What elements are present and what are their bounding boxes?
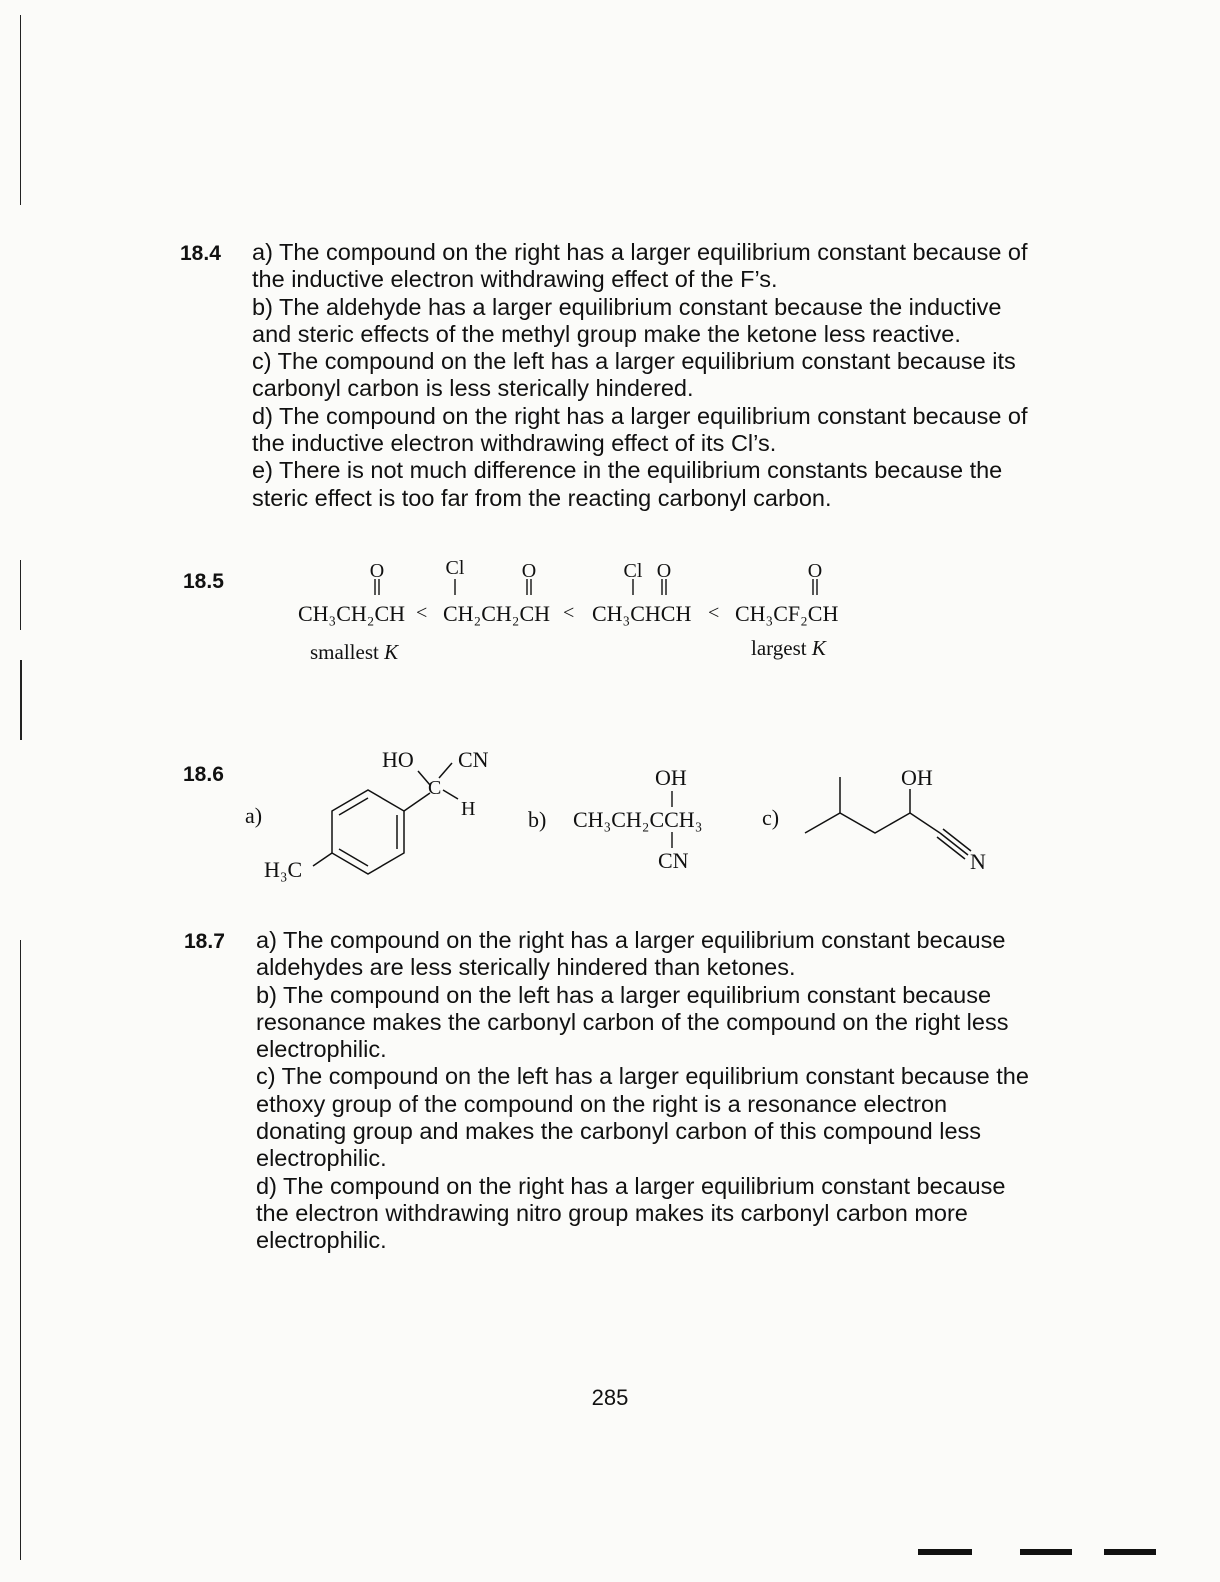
scan-margin-line-bottom: [20, 940, 21, 1560]
compound4-formula: CH₃CF₂CH: [735, 601, 839, 626]
part-b-label: b): [528, 807, 547, 832]
footer-bar-3: [1104, 1549, 1156, 1555]
answer-18-4-c: c) The compound on the left has a larger equilibrium constant because its carbonyl carbon is less sterically hindered.: [252, 348, 1016, 402]
reactivity-order-diagram: [280, 555, 880, 670]
largest-k-label: [751, 636, 827, 660]
answer-18-4-d: d) The compound on the right has a larger equilibrium constant because of the inductive electron withdrawing effect of its Cl’s.: [252, 402, 1028, 457]
answers-18-4: [252, 239, 1042, 512]
problem-number-18-6: 18.6: [183, 763, 224, 786]
footer-bar-1: [918, 1549, 972, 1555]
answers-18-7: [256, 927, 1031, 1255]
largest-k-symbol: K: [811, 636, 826, 660]
smallest-k-symbol: K: [384, 640, 399, 664]
scan-margin-line-mid2: [20, 660, 22, 740]
answer-18-4-b: b) The aldehyde has a larger equilibrium constant because the inductive and steric effects of the methyl group make the ketone less reactive.: [252, 293, 1002, 347]
less-than-2: <: [563, 602, 575, 624]
page-number: 285: [591, 1385, 629, 1410]
compound2-oxygen: O: [521, 560, 537, 582]
answer-18-7-d: d) The compound on the right has a larger equilibrium constant because the electron withdrawing nitro group makes its carbonyl carbon more electrophilic.: [256, 1172, 1006, 1254]
nitrile-group: CN: [458, 747, 489, 772]
part-b-nitrile: CN: [658, 848, 689, 873]
compound3-oxygen: O: [656, 560, 672, 582]
less-than-1: <: [416, 602, 428, 624]
less-than-3: <: [708, 602, 720, 624]
compound2-formula: CH₂CH₂CH: [443, 601, 551, 626]
part-c-nitrogen: N: [970, 849, 986, 874]
answer-18-7-b: b) The compound on the left has a larger equilibrium constant because resonance makes the carbonyl carbon of the compound on the right less electrophilic.: [256, 981, 1009, 1063]
compound2-chlorine: Cl: [445, 557, 465, 579]
scan-margin-line-mid: [20, 560, 21, 630]
answer-18-4-a: a) The compound on the right has a larger equilibrium constant because of the inductive electron withdrawing effect of the F’s.: [252, 239, 1028, 293]
smallest-label: smallest: [310, 640, 379, 664]
hydroxyl-group: HO: [382, 747, 414, 772]
cyanohydrin-carbon: C: [428, 777, 442, 799]
answer-18-7-c: c) The compound on the left has a larger equilibrium constant because the ethoxy group of the compound on the right is a resonance electron donating group and makes the carbonyl carbon of this compound less electrophilic.: [256, 1063, 1029, 1172]
problem-number-18-7: 18.7: [184, 930, 225, 953]
methyl-group: H₃C: [264, 857, 303, 882]
part-c-hydroxyl: OH: [901, 765, 933, 790]
part-a-label: a): [245, 803, 263, 828]
part-c-label: c): [762, 805, 780, 830]
compound3-formula: CH₃CHCH: [592, 601, 692, 626]
compound4-oxygen: O: [807, 560, 823, 582]
compound1-oxygen: O: [369, 560, 385, 582]
answer-18-4-e: e) There is not much difference in the equilibrium constants because the steric effect is too far from the reacting carbonyl carbon.: [252, 457, 1003, 511]
part-b-formula: CH₃CH₂CCH₃: [573, 807, 703, 832]
problem-number-18-5: 18.5: [183, 570, 224, 593]
footer-bar-2: [1020, 1549, 1072, 1555]
compound1-formula: CH₃CH₂CH: [298, 601, 406, 626]
scan-margin-line-top: [20, 15, 21, 205]
cyanohydrin-structures: [240, 735, 1010, 890]
largest-label: largest: [751, 636, 807, 660]
skeletal-cyanohydrin: [805, 777, 971, 859]
problem-number-18-4: 18.4: [180, 242, 221, 265]
part-b-hydroxyl: OH: [655, 765, 687, 790]
answer-18-7-a: a) The compound on the right has a larger equilibrium constant because aldehydes are less sterically hindered than ketones.: [256, 927, 1006, 981]
compound3-chlorine: Cl: [623, 560, 643, 582]
smallest-k-label: [310, 640, 399, 664]
hydrogen-atom: H: [461, 798, 476, 820]
